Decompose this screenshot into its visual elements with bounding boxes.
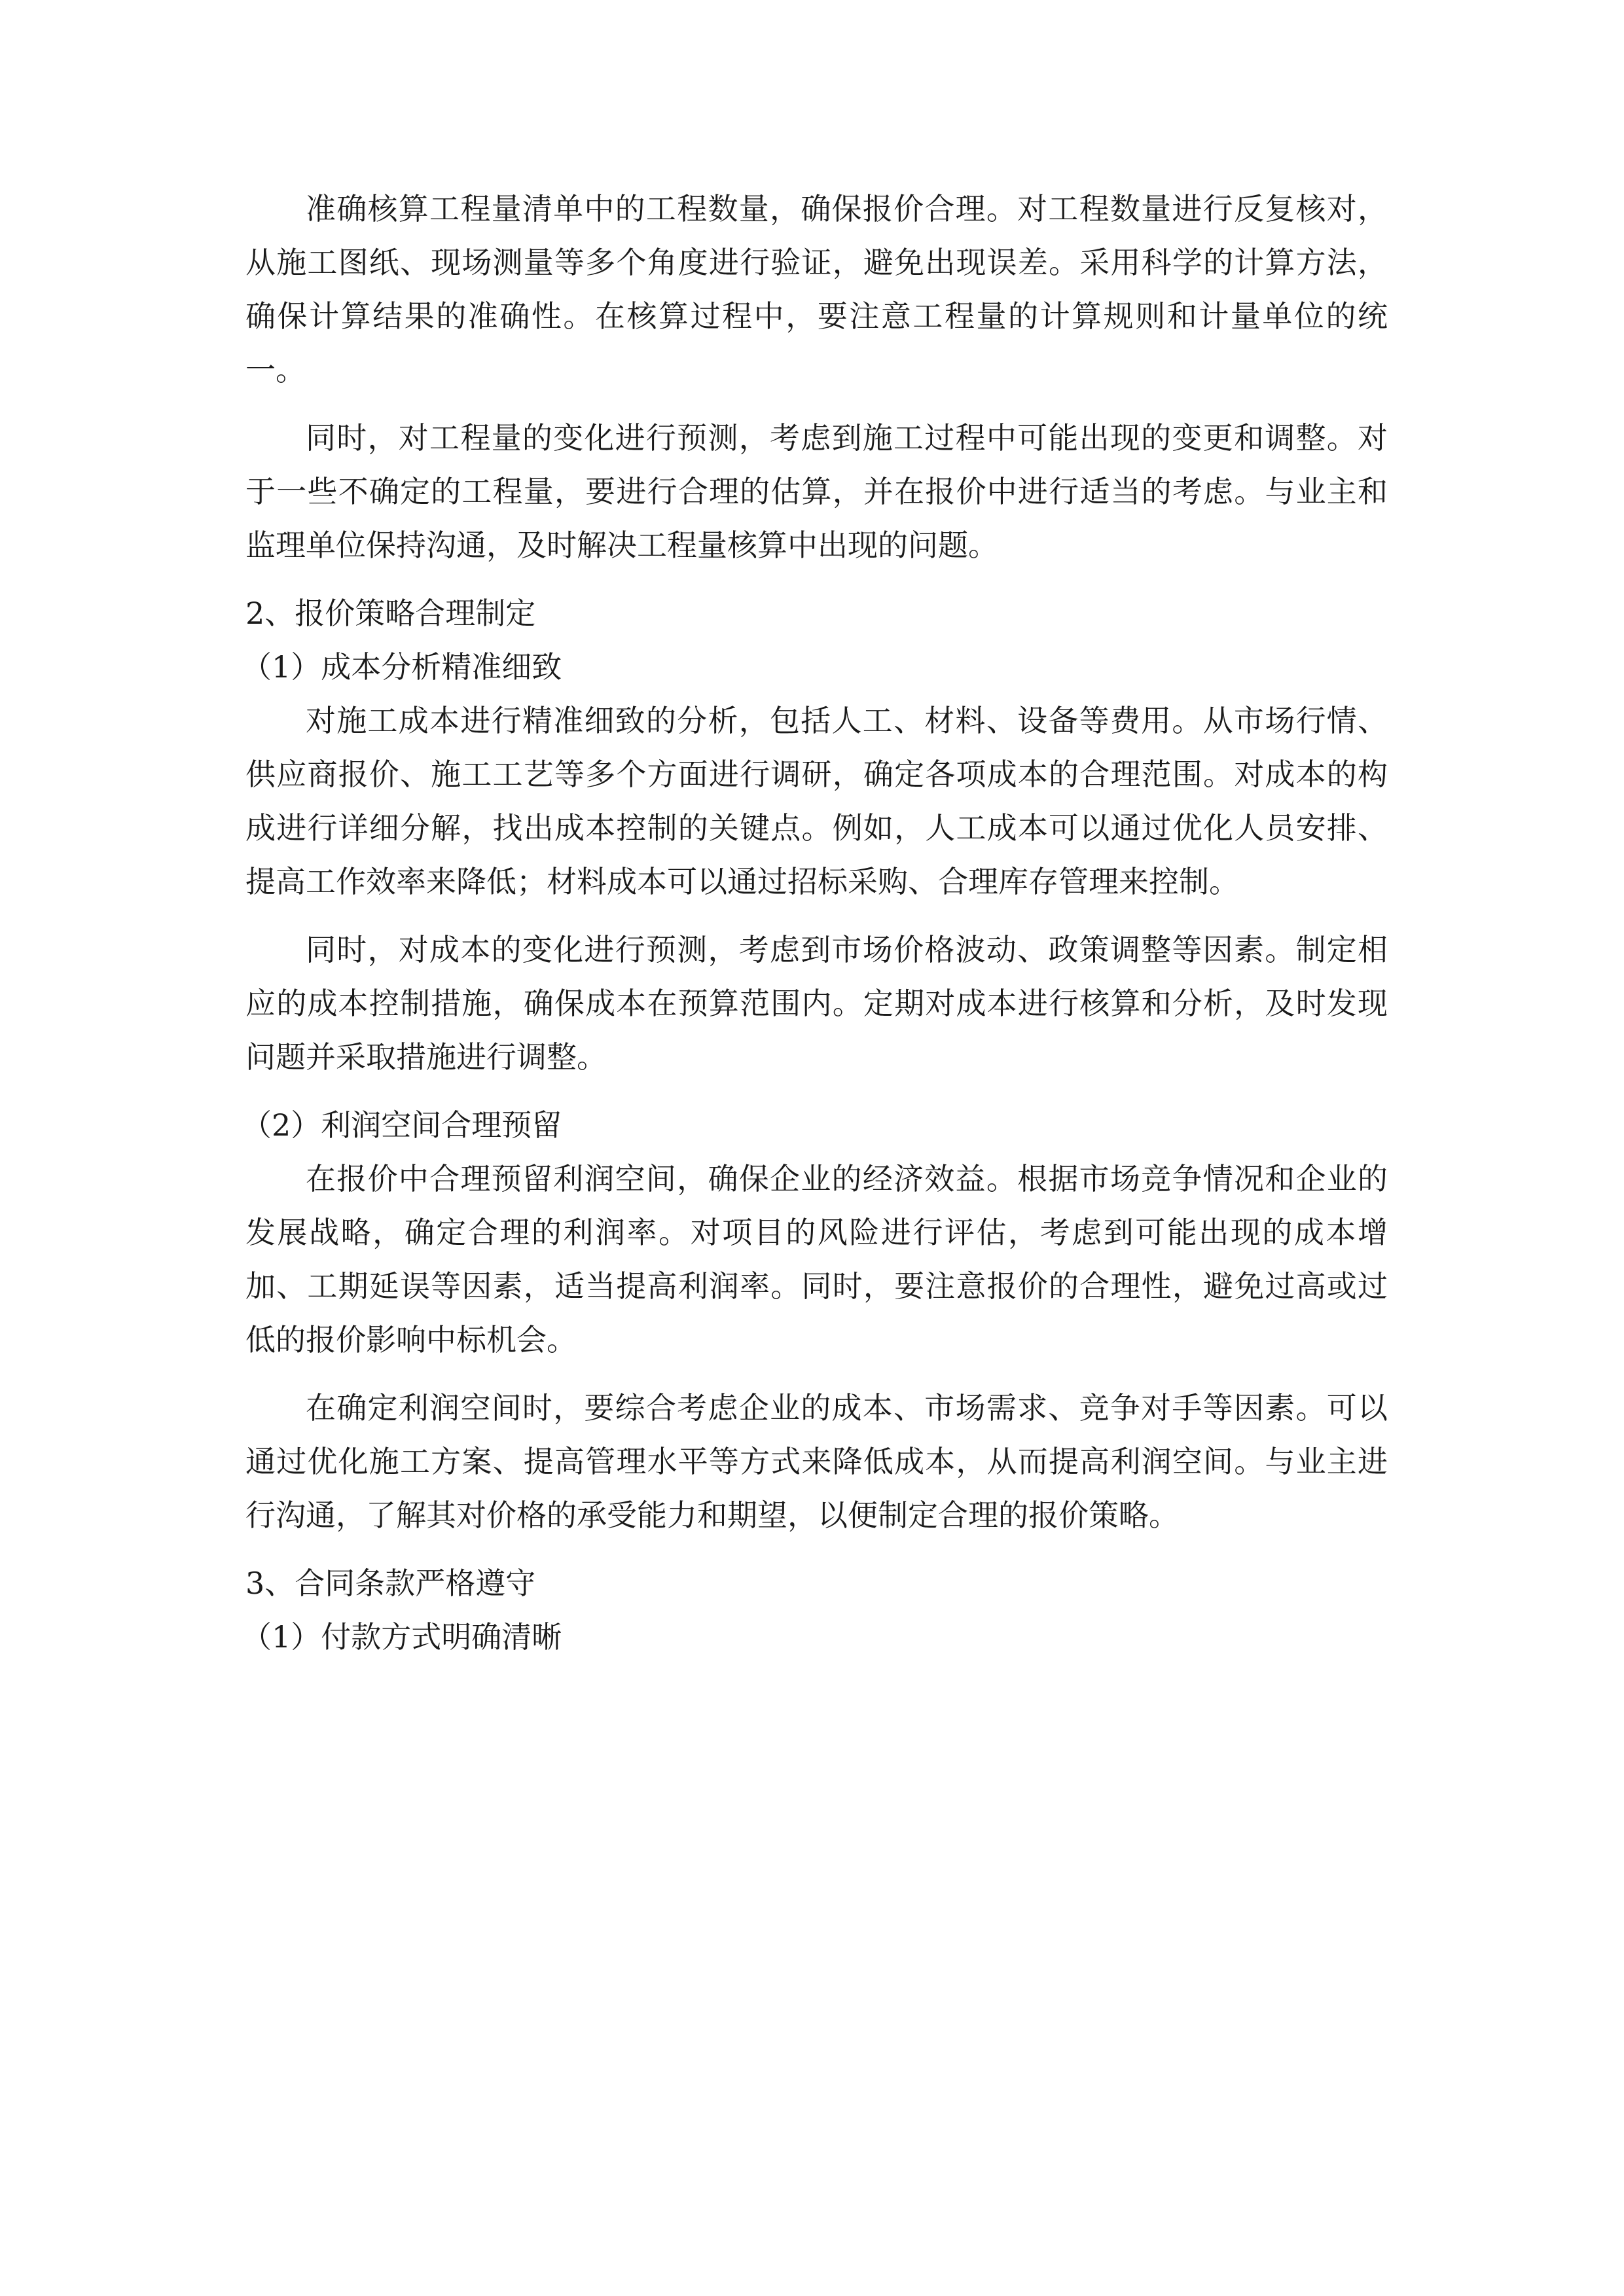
paragraph-cost-forecast: 同时，对成本的变化进行预测，考虑到市场价格波动、政策调整等因素。制定相应的成本控制措施，确保成本在预算范围内。定期对成本进行核算和分析，及时发现问题并采取措施进行调整。 [245,932,1388,1075]
paragraph-quantity-forecast: 同时，对工程量的变化进行预测，考虑到施工过程中可能出现的变更和调整。对于一些不确定的工程量，要进行合理的估算，并在报价中进行适当的考虑。与业主和监理单位保持沟通，及时解决工程量核算中出现的问题。 [245,420,1388,563]
document-page [242,182,1388,1664]
subsection-heading-payment-method: （1）付款方式明确清晰 [242,1619,562,1655]
paragraph-profit-considerations: 在确定利润空间时，要综合考虑企业的成本、市场需求、竞争对手等因素。可以通过优化施工方案、提高管理水平等方式来降低成本，从而提高利润空间。与业主进行沟通，了解其对价格的承受能力和期望，以便制定合理的报价策略。 [245,1390,1388,1533]
subsection-heading-profit-margin: （2）利润空间合理预留 [242,1107,562,1143]
paragraph-quantity-check: 准确核算工程量清单中的工程数量，确保报价合理。对工程数量进行反复核对，从施工图纸、现场测量等多个角度进行验证，避免出现误差。采用科学的计算方法，确保计算结果的准确性。在核算过程中，要注意工程量的计算规则和计量单位的统一。 [245,191,1388,387]
paragraph-cost-analysis: 对施工成本进行精准细致的分析，包括人工、材料、设备等费用。从市场行情、供应商报价、施工工艺等多个方面进行调研，确定各项成本的合理范围。对成本的构成进行详细分解，找出成本控制的关键点。例如，人工成本可以通过优化人员安排、提高工作效率来降低；材料成本可以通过招标采购、合理库存管理来控制。 [245,703,1388,899]
section-heading-pricing-strategy: 2、报价策略合理制定 [245,596,536,631]
subsection-heading-cost-analysis: （1）成本分析精准细致 [242,649,562,685]
section-heading-contract-terms: 3、合同条款严格遵守 [245,1566,536,1601]
paragraph-profit-margin: 在报价中合理预留利润空间，确保企业的经济效益。根据市场竞争情况和企业的发展战略，确定合理的利润率。对项目的风险进行评估，考虑到可能出现的成本增加、工期延误等因素，适当提高利润率。同时，要注意报价的合理性，避免过高或过低的报价影响中标机会。 [245,1161,1388,1357]
